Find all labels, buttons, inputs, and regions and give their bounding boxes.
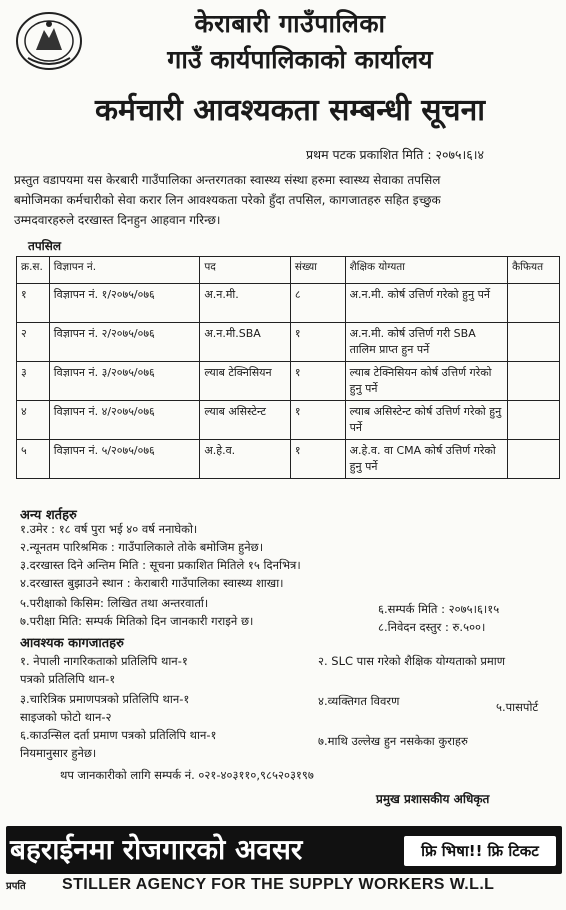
cell-sn: ५ [17,440,50,479]
cell-post: ल्याब टेक्निसियन [200,362,291,401]
table-row [17,401,560,440]
publish-date: प्रथम पटक प्रकाशित मिति : २०७५।६।४ [306,147,485,162]
term-item: ५.परीक्षाको किसिम: लिखित तथा अन्तरवार्ता। [20,596,209,610]
nepal-emblem-icon [14,10,84,72]
cell-remarks [508,284,560,323]
cell-sn: ४ [17,401,50,440]
cell-qualification: अ.न.मी. कोर्ष उत्तिर्ण गरी SBA तालिम प्राप्त हुन पर्ने [345,323,507,362]
intro-paragraph [14,170,559,230]
document-item: ५.पासपोर्ट [496,700,539,714]
cell-post: ल्याब असिस्टेन्ट [200,401,291,440]
table-header-row [17,257,560,284]
col-header: पद [200,257,291,284]
cell-post: अ.न.मी. [200,284,291,323]
intro-line: उम्मदवारहरुले दरखास्त दिनहुन आहवान गरिन्छ। [14,213,221,227]
cell-qualification: ल्याब असिस्टेन्ट कोर्ष उत्तिर्ण गरेको हुनु पर्ने [345,401,507,440]
table-row [17,440,560,479]
contact-date: ६.सम्पर्क मिति : २०७५।६।१५ [378,602,500,616]
intro-line: प्रस्तुत वडापयमा यस केरबारी गाउँपालिका अन्तरगतका स्वास्थ्य संस्था हरुमा स्वास्थ्य सेवाका तपसिल [14,173,441,187]
document-item: साइजको फोटो थान-२ [20,710,112,724]
cell-ad-number: विज्ञापन नं. ४/२०७५/०७६ [49,401,200,440]
term-item: १.उमेर : १८ वर्ष पुरा भई ४० वर्ष ननाघेको। [20,522,198,536]
signature-title: प्रमुख प्रशासकीय अधिकृत [376,792,490,806]
banner-tag: फ्रि भिषा!! फ्रि टिकट [404,836,556,866]
cell-remarks [508,362,560,401]
cell-sn: ३ [17,362,50,401]
vacancy-table [16,256,560,479]
contact-number: थप जानकारीको लागि सम्पर्क नं. ०२१-४०३११०,९८५२०३१९७ [60,768,314,782]
table-row [17,323,560,362]
cell-qualification: अ.हे.व. वा CMA कोर्ष उत्तिर्ण गरेको हुनु पर्ने [345,440,507,479]
cell-count: १ [290,323,345,362]
banner-header [6,826,562,874]
documents-heading: आवश्यक कागजातहरु [20,636,124,651]
cell-remarks [508,440,560,479]
cell-ad-number: विज्ञापन नं. ५/२०७५/०७६ [49,440,200,479]
cell-post: अ.न.मी.SBA [200,323,291,362]
col-header: विज्ञापन नं. [49,257,200,284]
table-row [17,362,560,401]
document-item: ४.व्यक्तिगत विवरण [318,694,400,708]
intro-line: बमोजिमका कर्मचारीको सेवा करार लिन आवश्यकता परेको हुँदा तपसिल, कागजातहरु सहित इच्छुक [14,193,441,207]
col-header: शैक्षिक योग्यता [345,257,507,284]
cell-sn: २ [17,323,50,362]
cell-qualification: अ.न.मी. कोर्ष उत्तिर्ण गरेको हुनु पर्ने [345,284,507,323]
banner-small-label: प्रपति [6,881,26,892]
banner-title: बहराईनमा रोजगारको अवसर [10,833,303,866]
term-item: २.न्यूनतम पारिश्रमिक : गाउँपालिकाले तोके बमोजिम हुनेछ। [20,540,264,554]
cell-ad-number: विज्ञापन नं. २/२०७५/०७६ [49,323,200,362]
org-name: केराबारी गाउँपालिका [194,9,386,38]
col-header: संख्या [290,257,345,284]
document-item: २. SLC पास गरेको शैक्षिक योग्यताको प्रमाण [318,654,506,668]
document-item: पत्रको प्रतिलिपि थान-१ [20,672,116,686]
cell-sn: १ [17,284,50,323]
document-item: १. नेपाली नागरिकताको प्रतिलिपि थान-१ [20,654,188,668]
agency-name: STILLER AGENCY FOR THE SUPPLY WORKERS W.L.L [62,876,495,893]
table-label: तपसिल [28,239,62,253]
term-item: ४.दरखास्त बुझाउने स्थान : केराबारी गाउँपालिका स्वास्थ्य शाखा। [20,576,284,590]
notice-title: कर्मचारी आवश्यकता सम्बन्धी सूचना [94,93,485,128]
col-header: क्र.स. [17,257,50,284]
application-fee: ८.निवेदन दस्तुर : रु.५००। [378,620,486,634]
document-item: नियमानुसार हुनेछ। [20,746,97,760]
col-header: कैफियत [508,257,560,284]
cell-remarks [508,323,560,362]
office-name: गाउँ कार्यपालिकाको कार्यालय [167,45,433,74]
cell-remarks [508,401,560,440]
cell-ad-number: विज्ञापन नं. १/२०७५/०७६ [49,284,200,323]
table-row [17,284,560,323]
document-item: ६.काउन्सिल दर्ता प्रमाण पत्रको प्रतिलिपि थान-१ [20,728,217,742]
document-item: ७.माथि उल्लेख हुन नसकेका कुराहरु [318,734,468,748]
term-item: ७.परीक्षा मिति: सम्पर्क मितिको दिन जानकारी गराइने छ। [20,614,254,628]
cell-count: १ [290,362,345,401]
cell-ad-number: विज्ञापन नं. ३/२०७५/०७६ [49,362,200,401]
cell-qualification: ल्याब टेक्निसियन कोर्ष उत्तिर्ण गरेको हुनु पर्ने [345,362,507,401]
other-terms-heading: अन्य शर्तहरु [20,508,77,523]
document-item: ३.चारित्रिक प्रमाणपत्रको प्रतिलिपि थान-१ [20,692,190,706]
cell-count: १ [290,440,345,479]
term-item: ३.दरखास्त दिने अन्तिम मिति : सूचना प्रकाशित मितिले १५ दिनभित्र। [20,558,301,572]
cell-post: अ.हे.व. [200,440,291,479]
advertisement-banner [6,826,562,908]
cell-count: १ [290,401,345,440]
cell-count: ८ [290,284,345,323]
